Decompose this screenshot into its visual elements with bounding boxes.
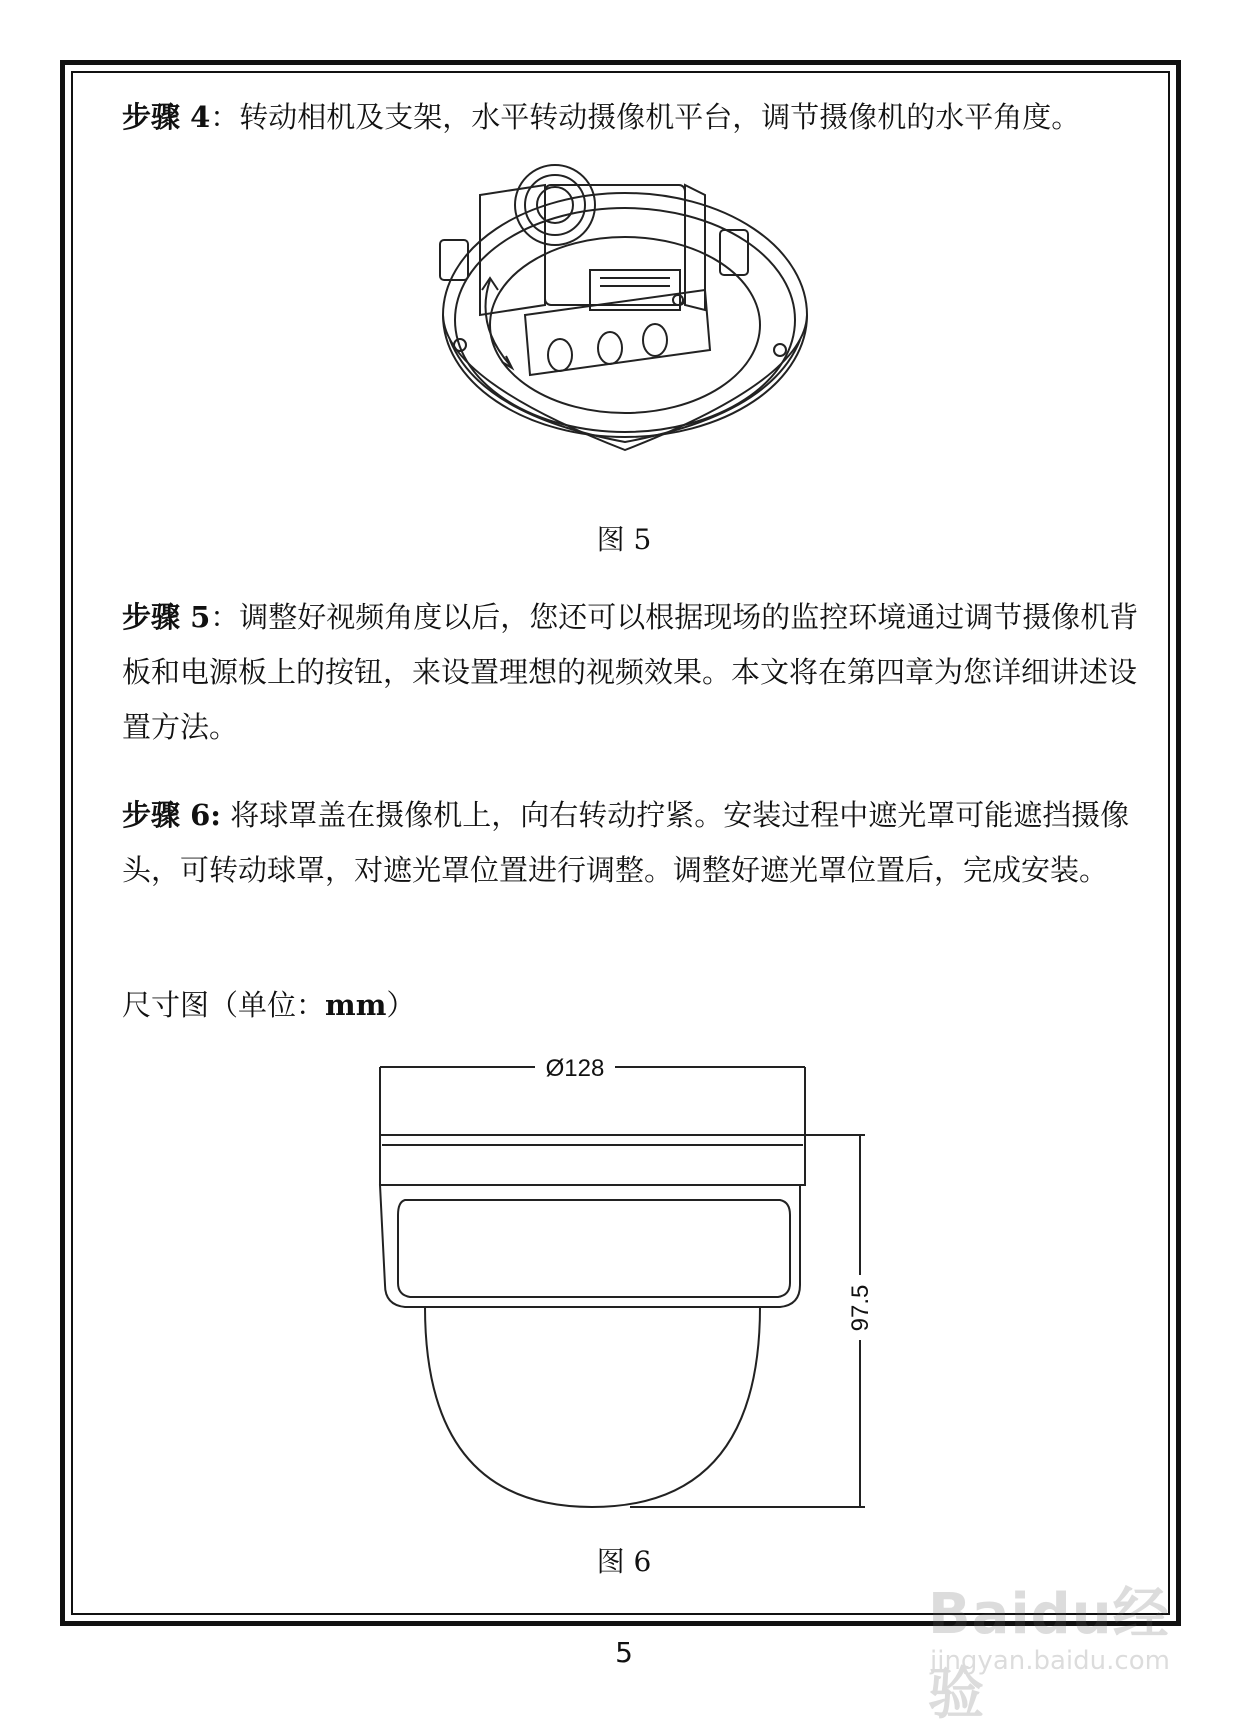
dimension-title-suffix: ） <box>386 988 416 1022</box>
dimension-drawing-title <box>122 978 1152 1033</box>
step-4-colon: ： <box>210 100 240 134</box>
step-4-label: 步骤 4 <box>122 100 211 134</box>
step-5-paragraph <box>122 590 1152 755</box>
step-4-paragraph <box>122 90 1152 145</box>
dimension-title-unit: mm <box>325 988 387 1022</box>
diameter-dimension-label: Ø128 <box>545 1055 605 1082</box>
step-5-text: 调整好视频角度以后，您还可以根据现场的监控环境通过调节摄像机背板和电源板上的按钮，来设置理想的视频效果。本文将在第四章为您详细讲述设置方法。 <box>122 600 1139 744</box>
figure-5-caption: 图 5 <box>596 523 652 556</box>
step-4-text: 转动相机及支架，水平转动摄像机平台，调节摄像机的水平角度。 <box>239 100 1081 134</box>
watermark-brand: Baidu经验 <box>928 1582 1170 1727</box>
step-6-paragraph <box>122 788 1152 898</box>
step-6-text: 将球罩盖在摄像机上，向右转动拧紧。安装过程中遮光罩可能遮挡摄像头，可转动球罩，对遮光罩位置进行调整。调整好遮光罩位置后，完成安装。 <box>122 798 1130 887</box>
camera-rotation-illustration <box>420 150 840 510</box>
height-dimension-label: 97.5 <box>847 1284 874 1332</box>
dimension-drawing <box>360 1045 920 1530</box>
step-6-label: 步骤 6: <box>122 798 221 832</box>
dimension-title-prefix: 尺寸图（单位： <box>122 988 326 1022</box>
step-5-colon: ： <box>210 600 240 634</box>
watermark-url: jingyan.baidu.com <box>930 1646 1170 1676</box>
page-number: 5 <box>615 1636 633 1669</box>
step-5-label: 步骤 5 <box>122 600 211 634</box>
watermark <box>928 1560 1188 1727</box>
figure-6-caption: 图 6 <box>596 1545 652 1578</box>
